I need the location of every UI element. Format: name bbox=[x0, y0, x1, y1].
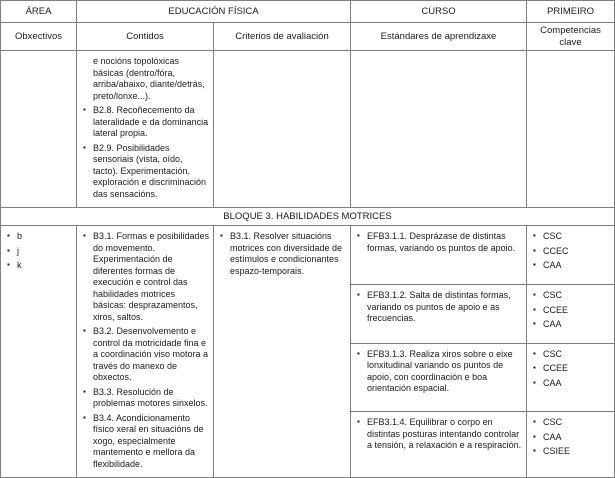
estandar-item: ▪ EFB3.1.3. Realiza xiros sobre o eixe lonxitudinal variando os puntos de apoio, con coordinación e boa orientación espacial. bbox=[356, 349, 523, 395]
competencia-item: ▪ CSC bbox=[532, 417, 611, 429]
header-criterios: Criterios de avaliación bbox=[214, 23, 351, 51]
competencias-cell bbox=[527, 412, 615, 478]
bloque3-title-cell: BLOQUE 3. HABILIDADES MOTRICES bbox=[1, 208, 615, 226]
competencia-item: ▪ CSC bbox=[532, 349, 611, 361]
contido-item: ▪ B3.2. Desenvolvemento e control da motricidade fina e a coordinación viso motora a través do manexo de obxectos. bbox=[82, 326, 210, 384]
obxectivos-list bbox=[1, 226, 76, 279]
header-obxectivos: Obxectivos bbox=[1, 23, 77, 51]
obxectivo-item: ▪ k bbox=[6, 260, 73, 272]
bloque3-row bbox=[1, 208, 615, 226]
competencia-item: ▪ CSC bbox=[532, 290, 611, 302]
estandar-cell bbox=[351, 412, 527, 478]
header-contidos: Contidos bbox=[77, 23, 214, 51]
competencia-item: ▪ CCEE bbox=[532, 363, 611, 375]
obxectivo-item: ▪ b bbox=[6, 231, 73, 243]
criterios-cell bbox=[214, 226, 351, 478]
continuation-obxectivos-cell bbox=[1, 51, 77, 208]
header-curso: CURSO bbox=[351, 1, 527, 23]
continuation-row bbox=[1, 51, 615, 208]
competencias-cell bbox=[527, 285, 615, 343]
criterios-list bbox=[214, 226, 350, 284]
header-row-1 bbox=[1, 1, 615, 23]
competencia-item: ▪ CAA bbox=[532, 432, 611, 444]
competencias-cell bbox=[527, 226, 615, 285]
contido-item: ▪ B2.9. Posibilidades sensoriais (vista, oído, tacto). Experimentación, exploración e discriminación das sensacións. bbox=[82, 143, 210, 201]
competencia-item: ▪ CAA bbox=[532, 378, 611, 390]
competencias-cell bbox=[527, 343, 615, 411]
estandar-item: ▪ EFB3.1.1. Desprázase de distintas formas, variando os puntos de apoio. bbox=[356, 231, 523, 254]
continuation-competencias-cell bbox=[527, 51, 615, 208]
competencia-item: ▪ CSC bbox=[532, 231, 611, 243]
continuation-criterios-cell bbox=[214, 51, 351, 208]
obxectivos-cell bbox=[1, 226, 77, 478]
header-row-2 bbox=[1, 23, 615, 51]
contidos-list bbox=[77, 226, 213, 477]
header-estandares: Estándares de aprendizaxe bbox=[351, 23, 527, 51]
competencia-item: ▪ CAA bbox=[532, 260, 611, 272]
contido-item: ▪ B3.4. Acondicionamento físico xeral en situacións de xogo, especialmente mantemento e mellora da flexibilidade. bbox=[82, 413, 210, 471]
contidos-cell bbox=[77, 226, 214, 478]
continuation-contidos-list bbox=[77, 51, 213, 207]
estandar-item: ▪ EFB3.1.2. Salta de distintas formas, variando os puntos de apoio e as frecuencias. bbox=[356, 290, 523, 325]
block3-row-1 bbox=[1, 226, 615, 285]
criterio-item: ▪ B3.1. Resolver situacións motrices con diversidade de estímulos e condicionantes espazo-temporais. bbox=[219, 231, 347, 277]
contido-item: ▪ B3.3. Resolución de problemas motores sinxelos. bbox=[82, 387, 210, 410]
competencia-item: ▪ CCEC bbox=[532, 246, 611, 258]
estandar-cell bbox=[351, 226, 527, 285]
header-educacion-fisica: EDUCACIÓN FÍSICA bbox=[77, 1, 351, 23]
contido-item: ▪ B3.1. Formas e posibilidades do movemento. Experimentación de diferentes formas de execución e control das habilidades motrices básicas: desprazamentos, xiros, saltos. bbox=[82, 231, 210, 323]
continuation-estandares-cell bbox=[351, 51, 527, 208]
continuation-contidos-cell bbox=[77, 51, 214, 208]
competencia-item: ▪ CCEE bbox=[532, 305, 611, 317]
estandar-cell bbox=[351, 285, 527, 343]
estandar-cell bbox=[351, 343, 527, 411]
competencia-item: ▪ CSIEE bbox=[532, 446, 611, 458]
contido-item: ▪ B2.8. Recoñecemento da lateralidade e da dominancia lateral propia. bbox=[82, 105, 210, 140]
obxectivo-item: ▪ j bbox=[6, 246, 73, 258]
header-competencias: Competencias clave bbox=[527, 23, 615, 51]
header-primeiro: PRIMEIRO bbox=[527, 1, 615, 23]
competencia-item: ▪ CAA bbox=[532, 319, 611, 331]
contido-item: e nocións topolóxicas básicas (dentro/fóra, arriba/abaixo, diante/detrás, preto/lonxe...). bbox=[93, 56, 205, 101]
header-area: ÁREA bbox=[1, 1, 77, 23]
estandar-item: ▪ EFB3.1.4. Equilibrar o corpo en distintas posturas intentando controlar a tensión, a relaxación e a respiración. bbox=[356, 417, 523, 452]
